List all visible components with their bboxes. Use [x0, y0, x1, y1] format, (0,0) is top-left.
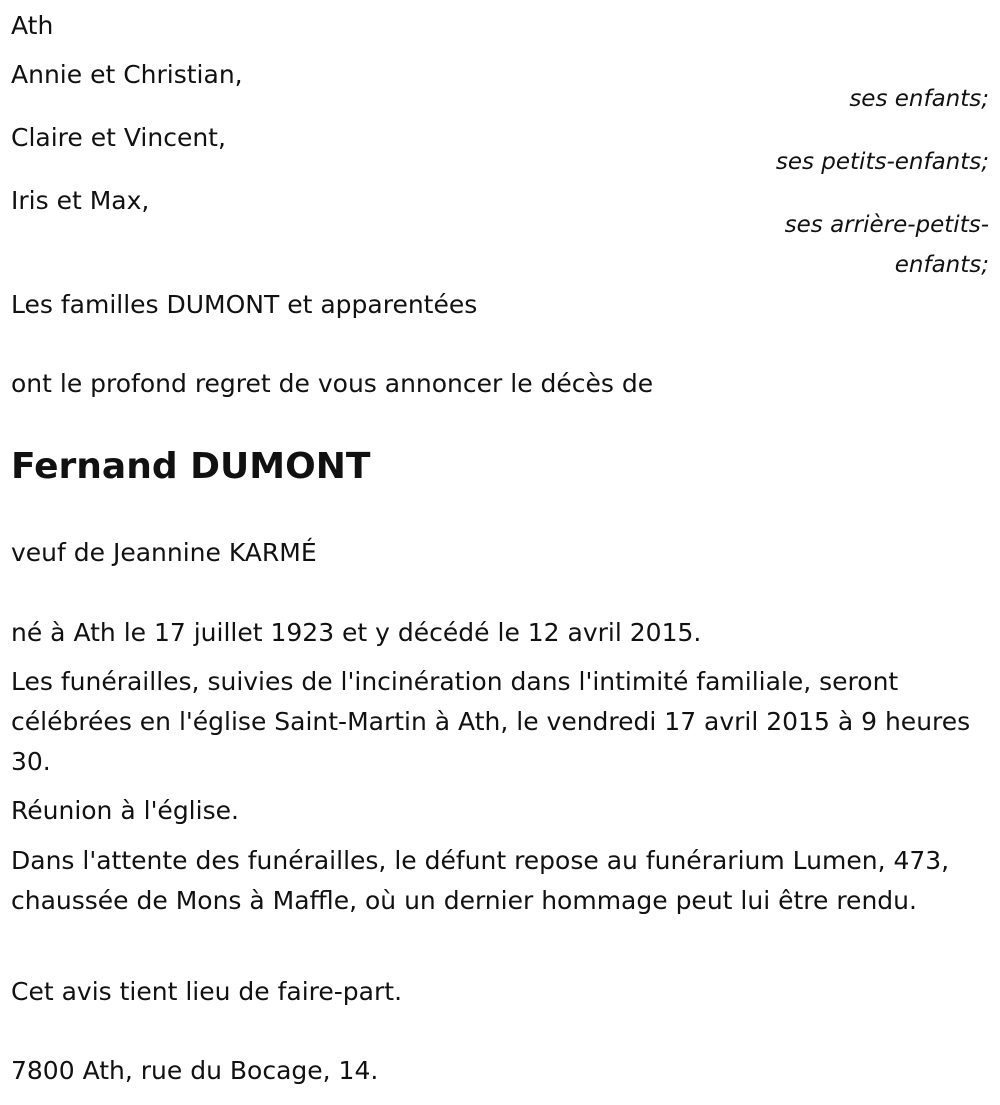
funeral-details: Les funérailles, suivies de l'incinération dans l'intimité familiale, seront célébrées en l'église Saint-Martin à Ath, le vendredi 17 avril 2015 à 9 heures 30. — [11, 667, 971, 776]
family-role-great-grandchildren: ses arrière-petits-enfants; — [784, 212, 989, 278]
deceased-name: Fernand DUMONT — [11, 446, 371, 487]
birth-death: né à Ath le 17 juillet 1923 et y décédé le 12 avril 2015. — [11, 618, 702, 647]
family-names-grandchildren: Claire et Vincent, — [11, 123, 226, 152]
address: 7800 Ath, rue du Bocage, 14. — [11, 1056, 379, 1085]
notice: Cet avis tient lieu de faire-part. — [11, 977, 403, 1006]
location: Ath — [11, 11, 54, 40]
widower-of: veuf de Jeannine KARMÉ — [11, 538, 317, 567]
rest-info: Dans l'attente des funérailles, le défunt repose au funérarium Lumen, 473, chaussée de Mons à Maffle, où un dernier hommage peut lui être rendu. — [11, 846, 950, 915]
family-names-great-grandchildren: Iris et Max, — [11, 186, 150, 215]
meeting-info: Réunion à l'église. — [11, 796, 239, 825]
relatives: Les familles DUMONT et apparentées — [11, 290, 478, 319]
announcement: ont le profond regret de vous annoncer le décès de — [11, 369, 654, 398]
family-role-children: ses enfants; — [849, 86, 989, 112]
family-names-children: Annie et Christian, — [11, 60, 243, 89]
family-role-grandchildren: ses petits-enfants; — [775, 149, 989, 175]
